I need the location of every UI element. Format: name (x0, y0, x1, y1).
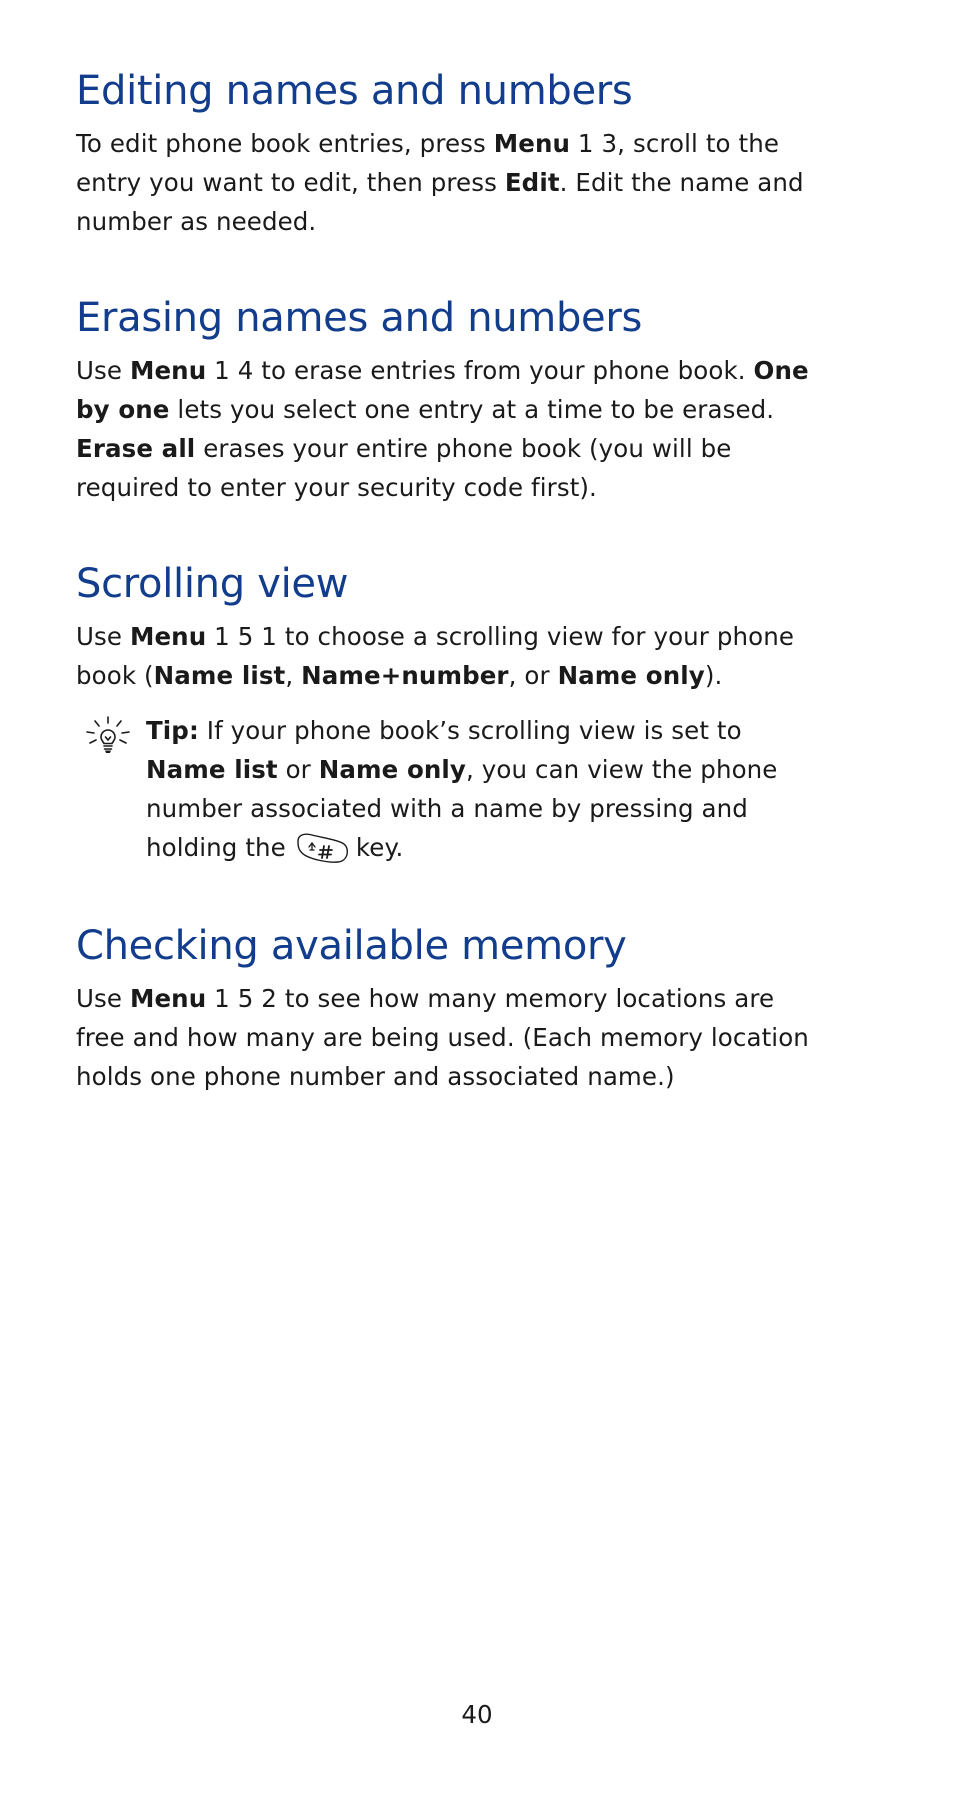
pound-key-icon (294, 831, 350, 865)
paragraph-memory: Use Menu 1 5 2 to see how many memory locations are free and how many are being used. (Each memory location holds one phone number and associated name.) (76, 984, 809, 1091)
bold-term: Menu (493, 129, 571, 158)
bold-term: Menu (129, 356, 207, 385)
manual-page (76, 58, 816, 1096)
bold-term: Erase all (76, 434, 196, 463)
paragraph-editing: To edit phone book entries, press Menu 1 3, scroll to the entry you want to edit, then press Edit. Edit the name and number as needed. (76, 129, 804, 236)
tip-text-before: If your phone book’s scrolling view is set to Name list or Name only, you can view the phone number associated with a name by pressing and holding the (146, 716, 778, 862)
section-memory (76, 913, 816, 1096)
page-number: 40 (461, 1700, 493, 1729)
spacer (76, 507, 816, 551)
spacer (76, 867, 816, 913)
paragraph-erasing: Use Menu 1 4 to erase entries from your phone book. One by one lets you select one entry at a time to be erased. Erase all erases your entire phone book (you will be required to enter your security code first). (76, 356, 809, 502)
bold-term: Menu (129, 984, 207, 1013)
bold-term: One by one (76, 356, 809, 424)
section-erasing (76, 285, 816, 507)
tip-label: Tip: (146, 716, 199, 745)
heading-erasing: Erasing names and numbers (76, 295, 643, 341)
lightbulb-icon (84, 715, 132, 755)
heading-scrolling: Scrolling view (76, 561, 349, 607)
bold-term: Name+number (301, 661, 509, 690)
tip-text-after: key. (355, 833, 404, 862)
bold-term: Edit (504, 168, 560, 197)
bold-term: Menu (129, 622, 207, 651)
bold-term: Name list (146, 755, 278, 784)
section-editing (76, 58, 816, 241)
spacer (76, 241, 816, 285)
heading-memory: Checking available memory (76, 923, 627, 969)
tip-text (146, 711, 816, 867)
section-scrolling (76, 551, 816, 867)
bold-term: Name only (318, 755, 467, 784)
tip-box (76, 711, 816, 867)
bold-term: Name only (557, 661, 705, 690)
bold-term: Name list (153, 661, 286, 690)
paragraph-scrolling: Use Menu 1 5 1 to choose a scrolling view for your phone book (Name list, Name+number, or Name only). (76, 622, 795, 690)
heading-editing: Editing names and numbers (76, 68, 633, 114)
